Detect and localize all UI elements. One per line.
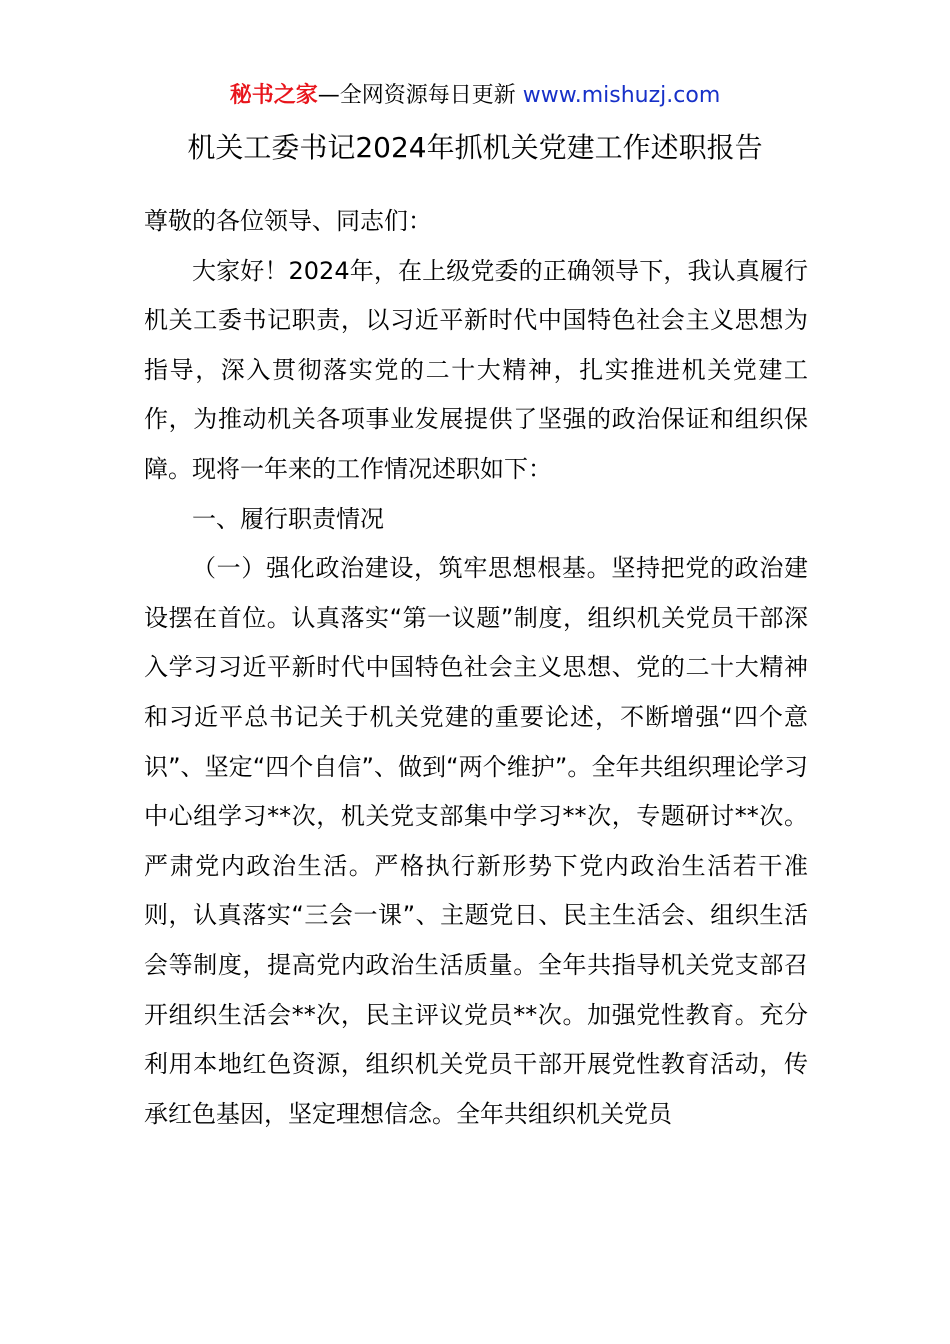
site-url-link[interactable]: www.mishuzj.com <box>522 83 721 108</box>
salutation: 尊敬的各位领导、同志们： <box>144 207 432 235</box>
site-header <box>0 80 950 112</box>
paragraph-political-building: （一）强化政治建设，筑牢思想根基。坚持把党的政治建设摆在首位。认真落实“第一议题”制度，组织机关党员干部深入学习习近平新时代中国特色社会主义思想、党的二十大精神和习近平总书记关于机关党建的重要论述，不断增强“四个意识”、坚定“四个自信”、做到“两个维护”。全年共组织理论学习中心组学习**次，机关党支部集中学习**次，专题研讨**次。严肃党内政治生活。严格执行新形势下党内政治生活若干准则，认真落实“三会一课”、主题党日、民主生活会、组织生活会等制度，提高党内政治生活质量。全年共指导机关党支部召开组织生活会**次，民主评议党员**次。加强党性教育。充分利用本地红色资源，组织机关党员干部开展党性教育活动，传承红色基因，坚定理想信念。全年共组织机关党员 <box>144 554 808 1128</box>
document-body <box>144 197 808 1139</box>
document-title: 机关工委书记2024年抓机关党建工作述职报告 <box>187 131 763 164</box>
paragraph-intro: 大家好！2024年，在上级党委的正确领导下，我认真履行机关工委书记职责，以习近平新时代中国特色社会主义思想为指导，深入贯彻落实党的二十大精神，扎实推进机关党建工作，为推动机关各项事业发展提供了坚强的政治保证和组织保障。现将一年来的工作情况述职如下： <box>144 256 808 483</box>
site-brand: 秘书之家 <box>229 83 318 108</box>
site-tagline: —全网资源每日更新 <box>317 83 523 108</box>
section-heading: 一、履行职责情况 <box>192 504 384 533</box>
